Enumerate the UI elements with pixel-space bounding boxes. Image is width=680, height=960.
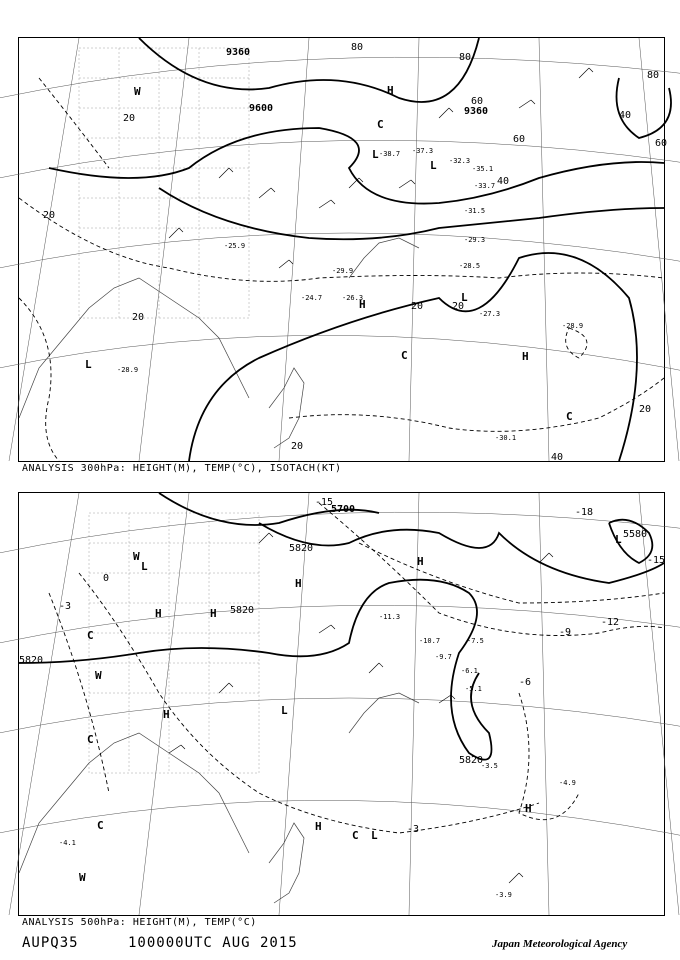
low-center: L: [141, 560, 148, 573]
graticule: [0, 38, 680, 461]
height-label: 9360: [226, 47, 251, 58]
isotach-label: 80: [459, 52, 472, 63]
isotach-label: 60: [513, 134, 526, 145]
isotach-label: 40: [551, 452, 564, 463]
height-label: 5820: [230, 605, 255, 616]
height-label: 5580: [623, 529, 648, 540]
isotherm-label: -9: [559, 627, 572, 638]
warm-center: W: [133, 550, 140, 563]
isotach-label: 60: [655, 138, 668, 149]
isotach-label: 80: [351, 42, 364, 53]
height-label: 5700: [331, 504, 356, 515]
temp-label: -29.9: [332, 267, 354, 275]
high-center: H: [525, 802, 532, 815]
agency-name: Japan Meteorological Agency: [492, 938, 628, 950]
cold-center: C: [87, 733, 94, 746]
temp-label: -11.3: [379, 613, 401, 621]
map-300hpa-svg: [19, 38, 668, 463]
high-center: H: [210, 607, 217, 620]
temp-label: -33.7: [474, 182, 496, 190]
isotach-label: 40: [497, 176, 510, 187]
low-center: L: [461, 291, 468, 304]
temp-label: -7.5: [467, 637, 484, 645]
high-center: H: [315, 820, 322, 833]
temp-label: -6.1: [461, 667, 478, 675]
temp-label: -30.1: [495, 434, 517, 442]
temp-label: -5.1: [465, 685, 482, 693]
panel-caption-500hpa: ANALYSIS 500hPa: HEIGHT(M), TEMP(°C): [22, 917, 257, 928]
high-center: H: [163, 708, 170, 721]
isotach-label: 60: [471, 96, 484, 107]
temp-label: -31.5: [464, 207, 486, 215]
isotherm-label: -12: [601, 617, 620, 628]
isotherm-label: -15: [647, 555, 666, 566]
temp-label: -25.9: [224, 242, 246, 250]
temp-label: -28.9: [117, 366, 139, 374]
low-center: L: [615, 533, 622, 546]
warm-center: W: [79, 871, 86, 884]
low-center: L: [430, 159, 437, 172]
high-center: H: [155, 607, 162, 620]
isotherm-label: 20: [291, 441, 304, 452]
low-center: L: [85, 358, 92, 371]
isotherm-label: 20: [123, 113, 136, 124]
height-label: 9600: [249, 103, 274, 114]
high-center: H: [359, 298, 366, 311]
isotherm-label: -6: [519, 677, 532, 688]
cold-center: C: [377, 118, 384, 131]
temp-label: -3.5: [481, 762, 498, 770]
cold-center: C: [97, 819, 104, 832]
map-panel-300hpa: [18, 37, 668, 463]
land-hatch: [89, 513, 259, 773]
land-hatch: [79, 48, 249, 318]
panel-caption-300hpa: ANALYSIS 300hPa: HEIGHT(M), TEMP(°C), ISOTACH(KT): [22, 463, 342, 474]
high-center: H: [417, 555, 424, 568]
chart-code: AUPQ35: [22, 935, 79, 951]
isotherm-label: -3: [59, 601, 72, 612]
temp-label: -35.1: [472, 165, 494, 173]
isotherm-label: 20: [132, 312, 145, 323]
height-contours: [49, 38, 671, 461]
cold-center: C: [401, 349, 408, 362]
cold-center: C: [566, 410, 573, 423]
height-label: 5820: [19, 655, 44, 666]
temp-label: -38.7: [379, 150, 401, 158]
temp-label: -27.3: [479, 310, 501, 318]
valid-time: 100000UTC AUG 2015: [128, 935, 298, 951]
high-center: H: [295, 577, 302, 590]
isotherm-label: 0: [103, 573, 110, 584]
low-center: L: [281, 704, 288, 717]
map-panel-500hpa: [18, 492, 665, 916]
height-label: 5820: [459, 755, 484, 766]
isotach-label: 80: [647, 70, 660, 81]
wind-barbs: [169, 533, 553, 883]
isotherm-label: -3: [407, 824, 420, 835]
temp-label: -4.1: [59, 839, 76, 847]
isotherm-label: 20: [43, 210, 56, 221]
height-label: 9360: [464, 106, 489, 117]
high-center: H: [387, 84, 394, 97]
high-center: H: [522, 350, 529, 363]
isotach-label: 40: [619, 110, 632, 121]
temp-label: -9.7: [435, 653, 452, 661]
graticule: [0, 493, 680, 915]
map-500hpa-svg: [19, 493, 664, 915]
temp-label: -28.9: [562, 322, 584, 330]
isotherm-label: -15: [315, 497, 334, 508]
low-center: L: [371, 829, 378, 842]
temp-label: -24.7: [301, 294, 323, 302]
temp-label: -37.3: [412, 147, 434, 155]
warm-center: W: [134, 85, 141, 98]
coastline: [19, 238, 419, 448]
isotherm-label: 20: [452, 301, 465, 312]
cold-center: C: [87, 629, 94, 642]
temp-label: -4.9: [559, 779, 576, 787]
height-label: 5820: [289, 543, 314, 554]
temp-label: -29.3: [464, 236, 486, 244]
cold-center: C: [352, 829, 359, 842]
temp-label: -26.3: [342, 294, 364, 302]
isotherm-label: 20: [411, 301, 424, 312]
temp-label: -3.9: [495, 891, 512, 899]
isotherm-label: 20: [639, 404, 652, 415]
low-center: L: [372, 148, 379, 161]
warm-center: W: [95, 669, 102, 682]
temp-label: -32.3: [449, 157, 471, 165]
temp-label: -28.5: [459, 262, 481, 270]
isotherm-label: -18: [575, 507, 594, 518]
temp-label: -10.7: [419, 637, 441, 645]
